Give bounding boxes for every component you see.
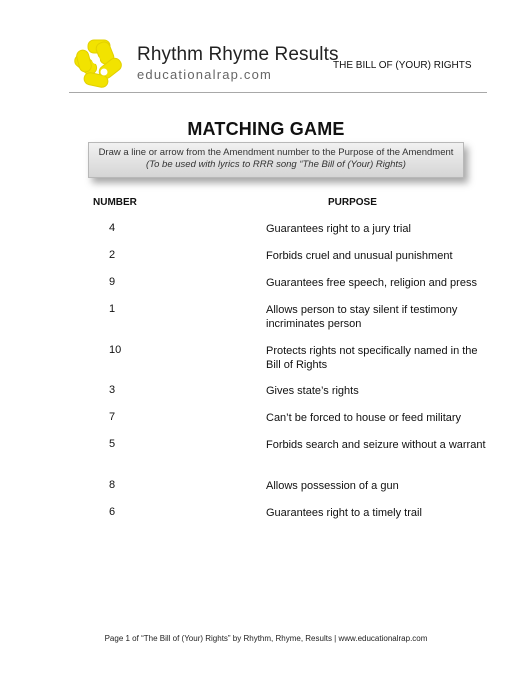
amendment-number: 9	[109, 276, 116, 288]
amendment-number: 2	[109, 249, 116, 261]
amendment-purpose: Protects rights not specifically named in the Bill of Rights	[266, 345, 478, 371]
amendment-purpose: Forbids cruel and unusual punishment	[266, 250, 453, 262]
amendment-number: 8	[109, 479, 116, 491]
amendment-purpose: Guarantees right to a timely trail	[266, 507, 422, 519]
number-column-header: NUMBER	[93, 197, 137, 208]
amendment-purpose: Forbids search and seizure without a warrant	[266, 439, 486, 451]
instruction-text: Draw a line or arrow from the Amendment number to the Purpose of the Amendment	[98, 147, 454, 158]
brand-name: Rhythm Rhyme Results	[137, 44, 339, 65]
amendment-number: 7	[109, 411, 116, 423]
purpose-column-header: PURPOSE	[328, 197, 377, 208]
header-divider	[69, 92, 487, 93]
amendment-number: 1	[109, 303, 116, 315]
logo-mark-icon	[70, 36, 128, 92]
document-subject-title: THE BILL OF (YOUR) RIGHTS	[333, 60, 472, 71]
amendment-purpose: Allows person to stay silent if testimony incriminates person	[266, 304, 458, 330]
amendment-purpose: Guarantees free speech, religion and press	[266, 277, 477, 289]
amendment-purpose: Gives state’s rights	[266, 385, 359, 397]
amendment-purpose: Can’t be forced to house or feed military	[266, 412, 462, 424]
rhythm-rhyme-results-logo	[70, 36, 128, 92]
amendment-number: 3	[109, 384, 116, 396]
page-title: MATCHING GAME	[187, 119, 345, 139]
amendment-number: 10	[109, 344, 122, 356]
instruction-box	[88, 142, 464, 178]
instruction-note: (To be used with lyrics to RRR song “The Bill of (Your) Rights)	[146, 159, 406, 170]
amendment-number: 6	[109, 506, 116, 518]
page-footer: Page 1 of “The Bill of (Your) Rights” by Rhythm, Rhyme, Results | www.educationalrap.com	[104, 634, 428, 643]
amendment-purpose: Guarantees right to a jury trial	[266, 223, 411, 235]
brand-url: educationalrap.com	[137, 67, 273, 82]
amendment-purpose: Allows possession of a gun	[266, 480, 399, 492]
amendment-number: 5	[109, 438, 116, 450]
amendment-number: 4	[109, 222, 116, 234]
